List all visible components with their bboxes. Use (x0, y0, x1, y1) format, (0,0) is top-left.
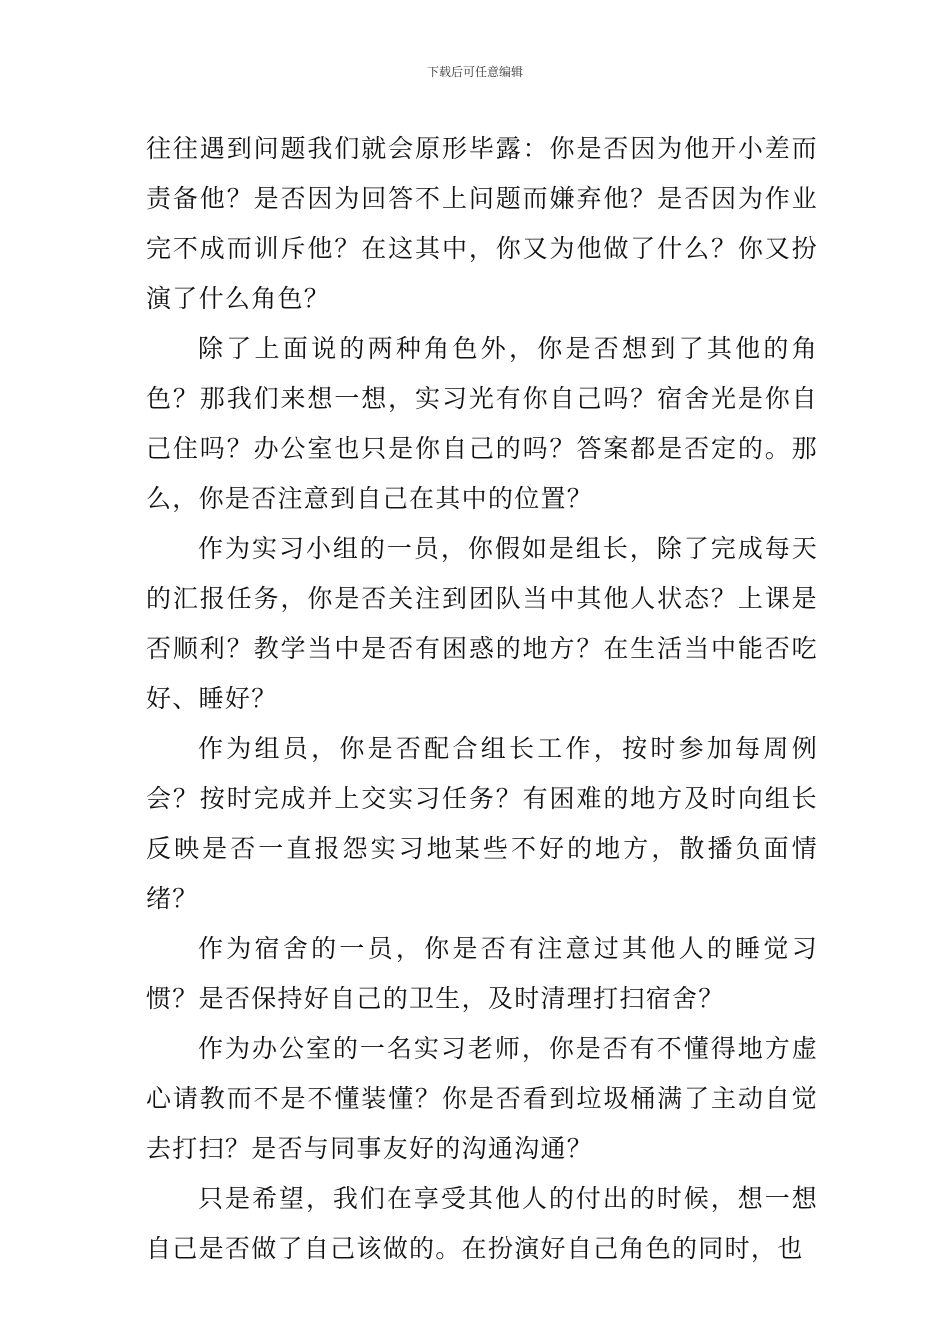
paragraph-3: 作为实习小组的一员，你假如是组长，除了完成每天的汇报任务，你是否关注到团队当中其他人状态？上课是否顺利？教学当中是否有困惑的地方？在生活当中能否吃好、睡好？ (146, 534, 818, 713)
paragraph-5: 作为宿舍的一员，你是否有注意过其他人的睡觉习惯？是否保持好自己的卫生，及时清理打扫宿舍？ (146, 934, 818, 1013)
paragraph-6: 作为办公室的一名实习老师，你是否有不懂得地方虚心请教而不是不懂装懂？你是否看到垃圾桶满了主动自觉去打扫？是否与同事友好的沟通沟通？ (146, 1034, 818, 1163)
paragraph-2: 除了上面说的两种角色外，你是否想到了其他的角色？那我们来想一想，实习光有你自己吗？宿舍光是你自己住吗？办公室也只是你自己的吗？答案都是否定的。那么，你是否注意到自己在其中的位置？ (146, 334, 818, 513)
document-body (146, 124, 818, 1274)
paragraph-7: 只是希望，我们在享受其他人的付出的时候，想一想自己是否做了自己该做的。在扮演好自己角色的同时，也 (146, 1184, 818, 1263)
paragraph-4: 作为组员，你是否配合组长工作，按时参加每周例会？按时完成并上交实习任务？有困难的地方及时向组长反映是否一直报怨实习地某些不好的地方，散播负面情绪？ (146, 734, 818, 913)
page-header: 下载后可任意编辑 (426, 65, 523, 79)
paragraph-1: 往往遇到问题我们就会原形毕露：你是否因为他开小差而责备他？是否因为回答不上问题而嫌弃他？是否因为作业完不成而训斥他？在这其中，你又为他做了什么？你又扮演了什么角色？ (146, 134, 818, 313)
